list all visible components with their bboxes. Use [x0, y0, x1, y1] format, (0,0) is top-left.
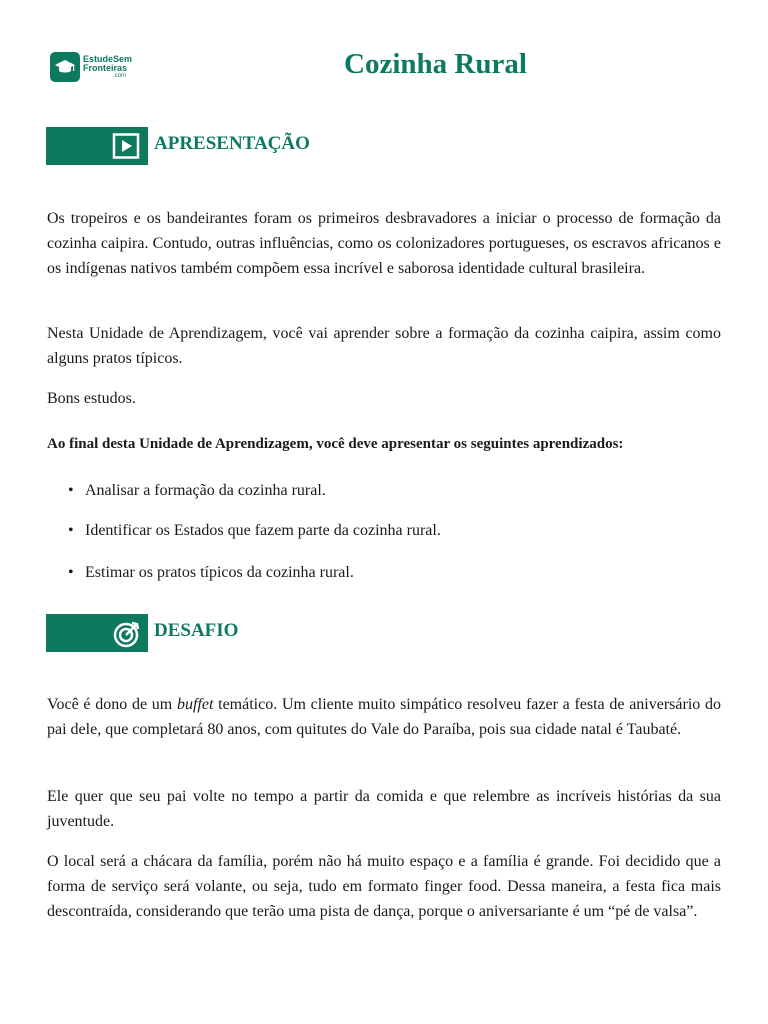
target-icon [112, 620, 140, 646]
list-item: • Identificar os Estados que fazem parte da cozinha rural. [68, 522, 441, 539]
paragraph: Os tropeiros e os bandeirantes foram os primeiros desbravadores a iniciar o processo de formação da cozinha caipira. Contudo, outras influências, como os colonizadores portugueses, os escravos africanos e os indígenas nativos também compõem essa incrível e saborosa identidade cultural brasileira. [47, 210, 721, 277]
logo-text-line3: .com [113, 73, 127, 79]
paragraph: Você é dono de um buffet temático. Um cliente muito simpático resolveu fazer a festa de aniversário do pai dele, que completará 80 anos, com quitutes do Vale do Paraíba, pois sua cidade natal é Taubaté. [47, 696, 722, 738]
section-title-apresentacao: APRESENTAÇÃO [154, 133, 310, 154]
paragraph: Ele quer que seu pai volte no tempo a partir da comida e que relembre as incríveis histórias da sua juventude. [47, 788, 721, 830]
paragraph: Nesta Unidade de Aprendizagem, você vai aprender sobre a formação da cozinha caipira, assim como alguns pratos típicos. [47, 325, 721, 367]
document-title: Cozinha Rural [344, 48, 527, 80]
paragraph: O local será a chácara da família, porém não há muito espaço e a família é grande. Foi decidido que a forma de serviço será volante, ou seja, tudo em formato finger food. Dessa maneira, a festa fica mais descontraída, considerando que terão uma pista de dança, porque o aniversariante é um “pé de valsa”. [47, 853, 721, 920]
play-icon [112, 133, 140, 159]
section-title-desafio: DESAFIO [154, 620, 239, 641]
graduation-cap-icon [50, 52, 80, 82]
italic-term: buffet [176, 696, 214, 713]
logo-text-line1: EstudeSem [83, 54, 133, 64]
section-bar-desafio [46, 614, 148, 652]
logo [50, 52, 132, 82]
list-item: • Analisar a formação da cozinha rural. [68, 482, 326, 499]
page-header [48, 48, 728, 88]
objectives-heading: Ao final desta Unidade de Aprendizagem, você deve apresentar os seguintes aprendizados: [47, 436, 624, 452]
section-bar-apresentacao [46, 127, 148, 165]
logo-text-line2: Fronteiras [83, 63, 128, 73]
paragraph: Bons estudos. [47, 390, 136, 407]
list-item: • Estimar os pratos típicos da cozinha rural. [68, 564, 354, 581]
